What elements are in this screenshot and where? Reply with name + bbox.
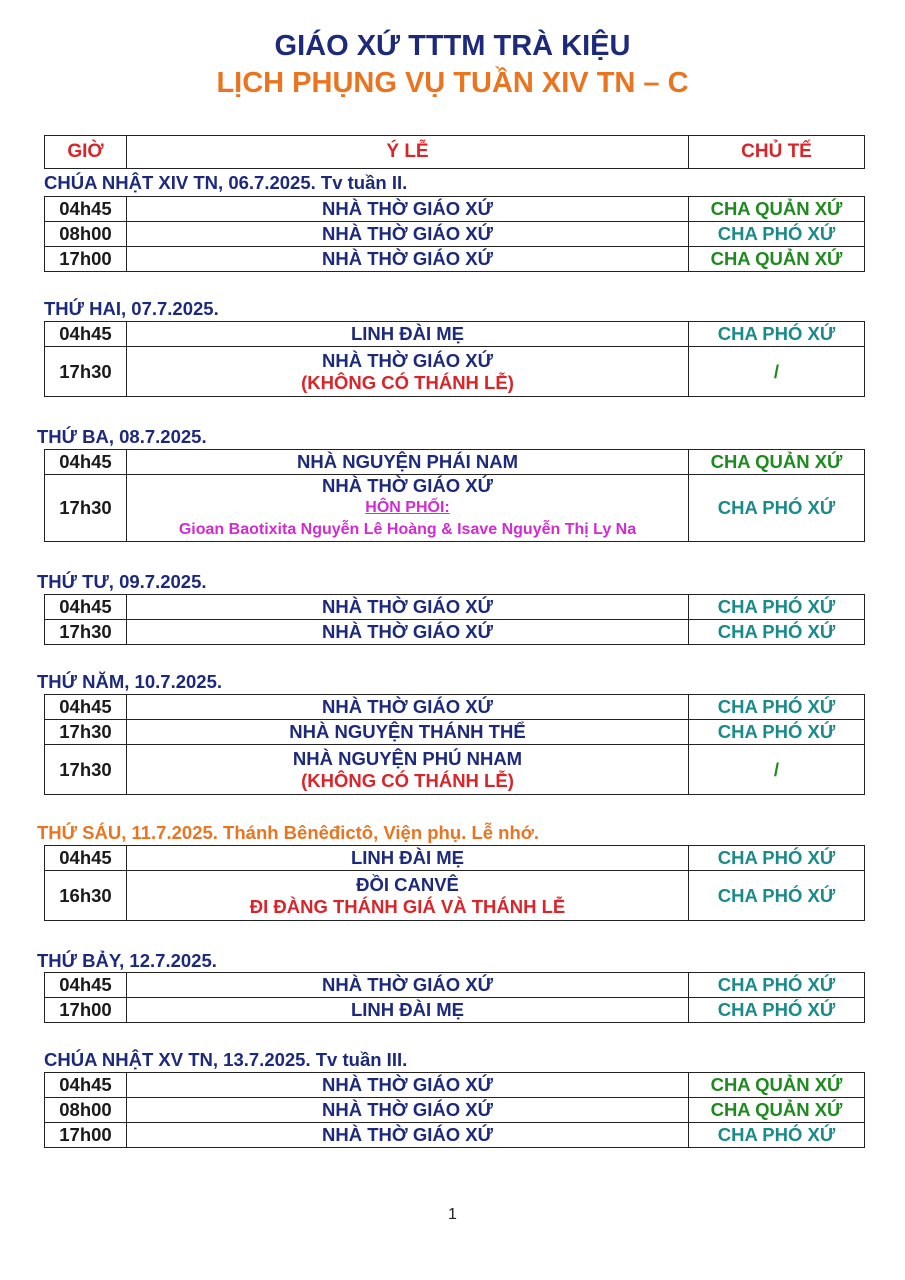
table-row: [45, 998, 865, 1023]
table-row: [45, 720, 865, 745]
celebrant-cell: CHA PHÓ XỨ: [689, 1123, 865, 1148]
schedule-title: LỊCH PHỤNG VỤ TUẦN XIV TN – C: [216, 67, 689, 99]
day-title-monday: THỨ HAI, 07.7.2025.: [44, 298, 219, 319]
celebrant-cell: /: [689, 745, 865, 795]
celebrant-cell: CHA PHÓ XỨ: [689, 998, 865, 1023]
celebrant-cell: CHA QUẢN XỨ: [689, 450, 865, 475]
schedule-table-wednesday: [44, 594, 865, 645]
time-cell: 04h45: [45, 846, 127, 871]
time-cell: 17h30: [45, 475, 127, 542]
table-row: [45, 197, 865, 222]
place-cell: LINH ĐÀI MẸ: [127, 322, 689, 347]
place-cell: NHÀ THỜ GIÁO XỨ: [127, 222, 689, 247]
day-title-sunday-xiv: CHÚA NHẬT XIV TN, 06.7.2025. Tv tuần II.: [44, 172, 408, 193]
celebrant-cell: CHA PHÓ XỨ: [689, 720, 865, 745]
celebrant-cell: CHA PHÓ XỨ: [689, 846, 865, 871]
celebrant-cell: CHA PHÓ XỨ: [689, 222, 865, 247]
celebrant-cell: CHA QUẢN XỨ: [689, 197, 865, 222]
place-cell: NHÀ THỜ GIÁO XỨ: [127, 1123, 689, 1148]
place-cell: NHÀ THỜ GIÁO XỨ: [127, 247, 689, 272]
place-cell: NHÀ THỜ GIÁO XỨ: [127, 620, 689, 645]
time-cell: 04h45: [45, 1073, 127, 1098]
place-text: NHÀ THỜ GIÁO XỨ: [322, 349, 493, 371]
table-row: [45, 1098, 865, 1123]
place-cell: [127, 871, 689, 921]
no-mass-note: (KHÔNG CÓ THÁNH LỄ): [301, 371, 514, 393]
table-row: [45, 973, 865, 998]
table-row: [45, 871, 865, 921]
time-cell: 17h30: [45, 745, 127, 795]
table-row: [45, 595, 865, 620]
schedule-table-sunday-xv: [44, 1072, 865, 1148]
place-cell: [127, 745, 689, 795]
place-cell: NHÀ THỜ GIÁO XỨ: [127, 973, 689, 998]
table-row: [45, 1073, 865, 1098]
place-cell: [127, 475, 689, 542]
header-intention: Ý LỄ: [127, 136, 689, 168]
celebrant-cell: CHA PHÓ XỨ: [689, 322, 865, 347]
time-cell: 08h00: [45, 222, 127, 247]
table-row: [45, 695, 865, 720]
day-title-thursday: THỨ NĂM, 10.7.2025.: [37, 671, 222, 692]
place-cell: NHÀ THỜ GIÁO XỨ: [127, 595, 689, 620]
place-cell: NHÀ THỜ GIÁO XỨ: [127, 1098, 689, 1123]
table-row: [45, 475, 865, 542]
place-cell: NHÀ THỜ GIÁO XỨ: [127, 695, 689, 720]
table-row: [45, 620, 865, 645]
schedule-table-tuesday: [44, 449, 865, 542]
couple-names: Gioan Baotixita Nguyễn Lê Hoàng & Isave Nguyễn Thị Ly Na: [178, 521, 637, 538]
table-row: [45, 247, 865, 272]
parish-title: GIÁO XỨ TTTM TRÀ KIỆU: [274, 30, 631, 62]
time-cell: 08h00: [45, 1098, 127, 1123]
day-title-saturday: THỨ BẢY, 12.7.2025.: [37, 950, 217, 971]
day-title-sunday-xv: CHÚA NHẬT XV TN, 13.7.2025. Tv tuần III.: [44, 1049, 408, 1070]
celebrant-cell: CHA PHÓ XỨ: [689, 695, 865, 720]
schedule-table-saturday: [44, 972, 865, 1023]
table-row: [45, 347, 865, 397]
table-row: [45, 450, 865, 475]
day-title-wednesday: THỨ TƯ, 09.7.2025.: [37, 571, 207, 592]
celebrant-cell: CHA PHÓ XỨ: [689, 475, 865, 542]
place-text: NHÀ THỜ GIÁO XỨ: [322, 475, 493, 496]
celebrant-cell: CHA PHÓ XỨ: [689, 973, 865, 998]
header-celebrant: CHỦ TẾ: [741, 141, 812, 162]
place-cell: NHÀ THỜ GIÁO XỨ: [127, 197, 689, 222]
no-mass-note: (KHÔNG CÓ THÁNH LỄ): [301, 769, 514, 791]
place-cell: NHÀ NGUYỆN THÁNH THỂ: [127, 720, 689, 745]
table-row: [45, 1123, 865, 1148]
celebrant-cell: /: [689, 347, 865, 397]
time-cell: 04h45: [45, 595, 127, 620]
time-cell: 04h45: [45, 973, 127, 998]
time-cell: 04h45: [45, 197, 127, 222]
marriage-note: HÔN PHỐI:: [365, 499, 450, 516]
place-text: ĐỒI CANVÊ: [356, 873, 459, 895]
time-cell: 17h30: [45, 620, 127, 645]
place-text: NHÀ NGUYỆN PHÚ NHAM: [292, 747, 523, 769]
celebrant-cell: CHA QUẢN XỨ: [689, 247, 865, 272]
time-cell: 04h45: [45, 450, 127, 475]
schedule-table-thursday: [44, 694, 865, 795]
celebrant-cell: CHA PHÓ XỨ: [689, 871, 865, 921]
schedule-table-friday: [44, 845, 865, 921]
table-header: [44, 135, 865, 169]
place-cell: LINH ĐÀI MẸ: [127, 998, 689, 1023]
time-cell: 17h00: [45, 998, 127, 1023]
time-cell: 17h00: [45, 247, 127, 272]
time-cell: 17h30: [45, 720, 127, 745]
table-row: [45, 745, 865, 795]
celebrant-cell: CHA QUẢN XỨ: [689, 1098, 865, 1123]
page-number: 1: [448, 1206, 457, 1223]
place-cell: NHÀ THỜ GIÁO XỨ: [127, 1073, 689, 1098]
schedule-table-sunday-xiv: [44, 196, 865, 272]
table-row: [45, 322, 865, 347]
celebrant-cell: CHA PHÓ XỨ: [689, 595, 865, 620]
day-title-tuesday: THỨ BA, 08.7.2025.: [37, 426, 207, 447]
header-time: GIỜ: [45, 136, 127, 168]
time-cell: 17h00: [45, 1123, 127, 1148]
celebrant-cell: CHA QUẢN XỨ: [689, 1073, 865, 1098]
table-row: [45, 846, 865, 871]
time-cell: 17h30: [45, 347, 127, 397]
day-title-friday: THỨ SÁU, 11.7.2025. Thánh Bênêđictô, Viện phụ. Lễ nhớ.: [37, 822, 540, 843]
time-cell: 04h45: [45, 322, 127, 347]
time-cell: 04h45: [45, 695, 127, 720]
schedule-table-monday: [44, 321, 865, 397]
place-cell: LINH ĐÀI MẸ: [127, 846, 689, 871]
way-of-cross-note: ĐI ĐÀNG THÁNH GIÁ VÀ THÁNH LỄ: [249, 895, 566, 917]
place-cell: NHÀ NGUYỆN PHÁI NAM: [127, 450, 689, 475]
place-cell: [127, 347, 689, 397]
time-cell: 16h30: [45, 871, 127, 921]
celebrant-cell: CHA PHÓ XỨ: [689, 620, 865, 645]
table-row: [45, 222, 865, 247]
